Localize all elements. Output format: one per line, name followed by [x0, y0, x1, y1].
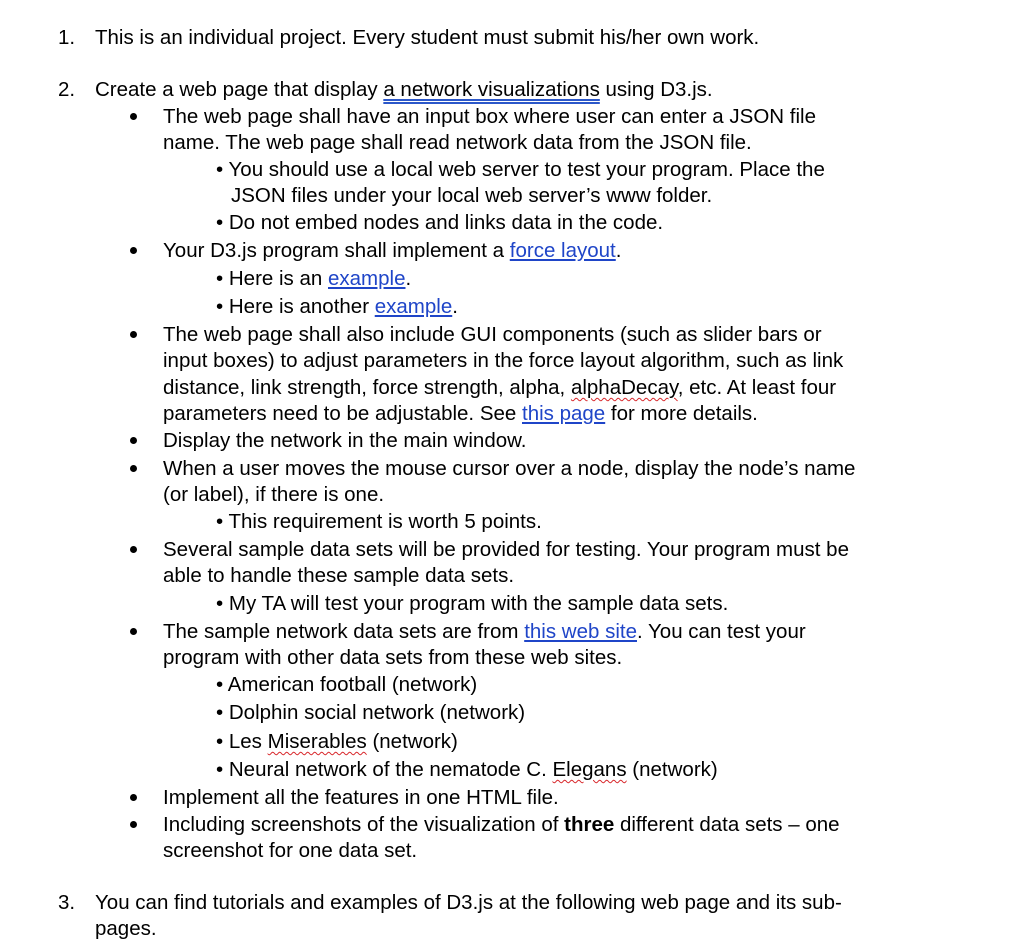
- list-number-1: 1.: [58, 26, 76, 49]
- bullet-icon: [130, 821, 137, 828]
- bullet-3-line-4: parameters need to be adjustable. See this page for more details.: [163, 402, 758, 425]
- bullet-1-sub-1-line-2: JSON files under your local web server’s www folder.: [231, 184, 713, 207]
- item-1-text: This is an individual project. Every student must submit his/her own work.: [95, 26, 760, 49]
- bullet-icon: [130, 113, 137, 120]
- bullet-icon: [130, 247, 137, 254]
- bullet-5-sub-1: • This requirement is worth 5 points.: [216, 510, 542, 533]
- dataset-les-miserables: • Les Miserables (network): [216, 730, 458, 753]
- grammar-flagged-text: a network visualizations: [383, 78, 600, 101]
- emphasis-three: three: [564, 813, 615, 836]
- bullet-6-sub-1: • My TA will test your program with the sample data sets.: [216, 592, 729, 615]
- bullet-6-line-1: Several sample data sets will be provided for testing. Your program must be: [163, 538, 849, 561]
- spellcheck-flagged-word: Miserables: [267, 730, 367, 753]
- bullet-3-line-1: The web page shall also include GUI components (such as slider bars or: [163, 323, 822, 346]
- bullet-1-sub-2: • Do not embed nodes and links data in the code.: [216, 211, 664, 234]
- dataset-c-elegans: • Neural network of the nematode C. Elegans (network): [216, 758, 718, 781]
- example-link-2[interactable]: example: [374, 295, 453, 318]
- bullet-icon: [130, 628, 137, 635]
- bullet-icon: [130, 794, 137, 801]
- bullet-4-text: Display the network in the main window.: [163, 429, 527, 452]
- this-page-link[interactable]: this page: [522, 402, 606, 425]
- bullet-icon: [130, 437, 137, 444]
- dataset-american-football: • American football (network): [216, 673, 478, 696]
- bullet-icon: [130, 465, 137, 472]
- bullet-9-line-1: Including screenshots of the visualization of three different data sets – one: [163, 813, 840, 836]
- bullet-icon: [130, 546, 137, 553]
- bullet-7-line-2: program with other data sets from these web sites.: [163, 646, 623, 669]
- bullet-7-line-1: The sample network data sets are from this web site. You can test your: [163, 620, 806, 643]
- dataset-dolphin-social: • Dolphin social network (network): [216, 701, 526, 724]
- bullet-9-line-2: screenshot for one data set.: [163, 839, 418, 862]
- bullet-1-line-2: name. The web page shall read network data from the JSON file.: [163, 131, 752, 154]
- bullet-2-text: Your D3.js program shall implement a force layout.: [163, 239, 622, 262]
- item-3-line-1: You can find tutorials and examples of D3.js at the following web page and its sub-: [95, 891, 842, 914]
- bullet-2-sub-1: • Here is an example.: [216, 267, 412, 290]
- bullet-1-sub-1-line-1: • You should use a local web server to test your program. Place the: [216, 158, 825, 181]
- bullet-5-line-1: When a user moves the mouse cursor over a node, display the node’s name: [163, 457, 856, 480]
- example-link-1[interactable]: example: [328, 267, 406, 290]
- list-number-2: 2.: [58, 78, 76, 101]
- bullet-icon: [130, 331, 137, 338]
- bullet-2-sub-2: • Here is another example.: [216, 295, 458, 318]
- item-2-intro: Create a web page that display a network visualizations using D3.js.: [95, 78, 713, 101]
- bullet-3-line-2: input boxes) to adjust parameters in the force layout algorithm, such as link: [163, 349, 844, 372]
- bullet-1-line-1: The web page shall have an input box where user can enter a JSON file: [163, 105, 816, 128]
- list-number-3: 3.: [58, 891, 76, 914]
- force-layout-link[interactable]: force layout: [509, 239, 616, 262]
- spellcheck-flagged-word: alphaDecay: [570, 376, 678, 399]
- this-web-site-link[interactable]: this web site: [524, 620, 637, 643]
- item-3-line-2: pages.: [95, 917, 157, 940]
- spellcheck-flagged-word: Elegans: [552, 758, 627, 781]
- bullet-5-line-2: (or label), if there is one.: [163, 483, 385, 506]
- bullet-3-line-3: distance, link strength, force strength, alpha, alphaDecay, etc. At least four: [163, 376, 837, 399]
- bullet-8-text: Implement all the features in one HTML file.: [163, 786, 559, 809]
- bullet-6-line-2: able to handle these sample data sets.: [163, 564, 515, 587]
